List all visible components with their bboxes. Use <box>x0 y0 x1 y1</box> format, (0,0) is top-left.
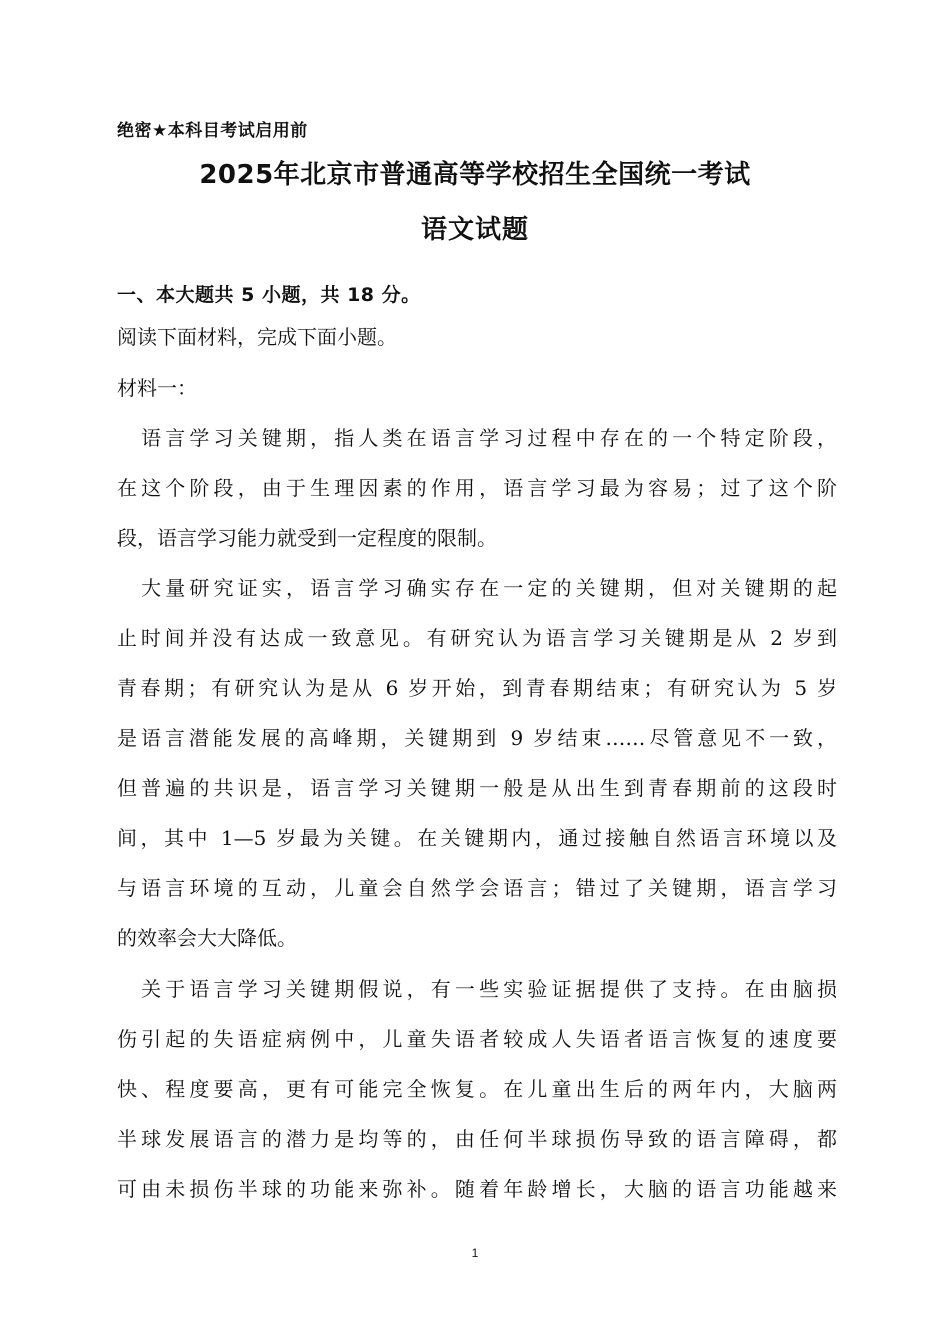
paragraph-3-line: 伤引起的失语症病例中，儿童失语者较成人失语者语言恢复的速度要 <box>117 1027 837 1051</box>
section-heading: 一、本大题共 5 小题，共 18 分。 <box>117 284 421 306</box>
exam-title: 2025年北京市普通高等学校招生全国统一考试 <box>199 160 751 190</box>
page-number: 1 <box>471 1246 479 1260</box>
paragraph-2-line: 与语言环境的互动，儿童会自然学会语言；错过了关键期，语言学习 <box>117 876 837 900</box>
paragraph-3-line: 关于语言学习关键期假说，有一些实验证据提供了支持。在由脑损 <box>117 977 837 1001</box>
confidential-notice: 绝密★本科目考试启用前 <box>117 121 308 141</box>
paragraph-2-line: 但普遍的共识是，语言学习关键期一般是从出生到青春期前的这段时 <box>117 776 837 800</box>
paragraph-1-line: 语言学习关键期，指人类在语言学习过程中存在的一个特定阶段， <box>117 426 837 450</box>
paragraph-2-line: 止时间并没有达成一致意见。有研究认为语言学习关键期是从 2 岁到 <box>117 626 837 650</box>
paragraph-1-line: 段，语言学习能力就受到一定程度的限制。 <box>117 526 497 550</box>
paragraph-1-line: 在这个阶段，由于生理因素的作用，语言学习最为容易；过了这个阶 <box>117 476 837 500</box>
instruction-text: 阅读下面材料，完成下面小题。 <box>117 325 397 349</box>
paragraph-2-line: 青春期；有研究认为是从 6 岁开始，到青春期结束；有研究认为 5 岁 <box>117 676 837 700</box>
paragraph-2-line: 是语言潜能发展的高峰期，关键期到 9 岁结束……尽管意见不一致， <box>117 726 837 750</box>
paragraph-2-line: 大量研究证实，语言学习确实存在一定的关键期，但对关键期的起 <box>117 576 837 600</box>
paragraph-3-line: 半球发展语言的潜力是均等的，由任何半球损伤导致的语言障碍，都 <box>117 1127 837 1151</box>
exam-subtitle: 语文试题 <box>420 215 529 245</box>
paragraph-3-line: 可由未损伤半球的功能来弥补。随着年龄增长，大脑的语言功能越来 <box>117 1177 837 1201</box>
paragraph-3-line: 快、程度要高，更有可能完全恢复。在儿童出生后的两年内，大脑两 <box>117 1077 837 1101</box>
paragraph-2-line: 的效率会大大降低。 <box>117 926 297 950</box>
material-label: 材料一： <box>117 376 197 400</box>
paragraph-2-line: 间，其中 1—5 岁最为关键。在关键期内，通过接触自然语言环境以及 <box>117 826 837 850</box>
